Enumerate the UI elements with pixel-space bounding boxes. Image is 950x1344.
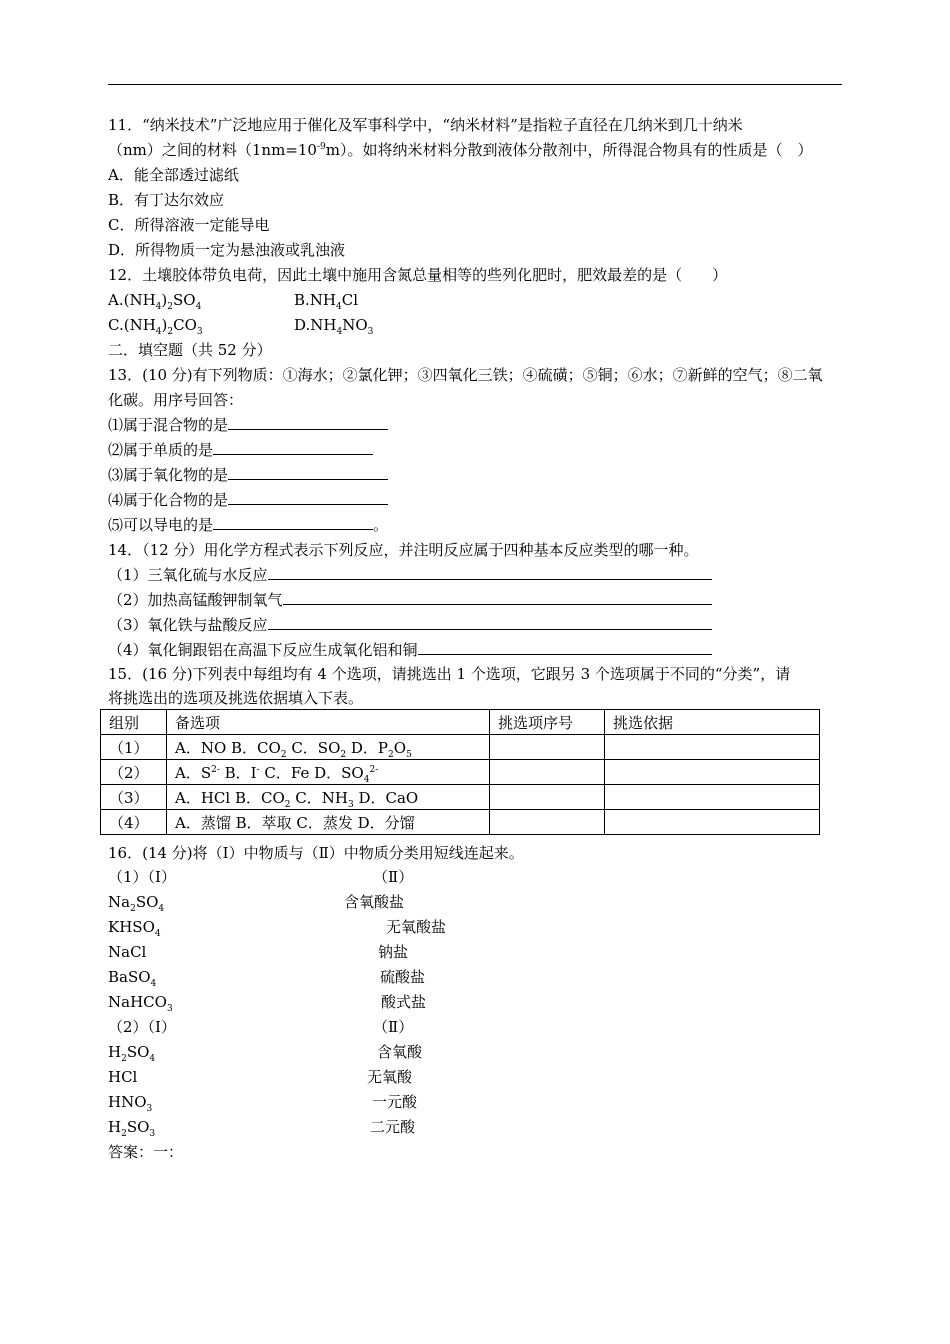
header-basis: 挑选依据: [605, 710, 820, 735]
pick-cell[interactable]: [490, 810, 605, 835]
q11-line2: [108, 140, 812, 160]
basis-cell[interactable]: [605, 760, 820, 785]
q16-part1-substance: $Na_2SO_4$: [108, 893, 165, 914]
section-heading: 二．填空题（共 52 分）: [108, 341, 272, 359]
answer-blank[interactable]: [268, 565, 712, 580]
answer-blank[interactable]: [228, 465, 388, 480]
q14-item-1: （1）三氧化硫与水反应: [108, 565, 712, 585]
q16-part2-category: 无氧酸: [367, 1068, 413, 1086]
basis-cell[interactable]: [605, 785, 820, 810]
q16-part2-category: 含氧酸: [377, 1043, 423, 1061]
q14-item-2: （2）加热高锰酸钾制氧气: [108, 590, 712, 610]
answer-blank[interactable]: [213, 515, 373, 530]
pick-cell[interactable]: [490, 785, 605, 810]
q16-part1-substance: NaHCO$_3$: [108, 993, 173, 1014]
q16-part1-substance: $KHSO_4$: [108, 918, 161, 939]
group-cell: （2）: [101, 760, 167, 785]
q14-stem: 14．（12 分）用化学方程式表示下列反应，并注明反应属于四种基本反应类型的哪一种。: [108, 541, 699, 559]
options-cell: A．蒸馏 B．萃取 C．蒸发 D．分馏: [167, 810, 490, 835]
q12-option-b: $B.NH_4Cl$: [294, 291, 359, 312]
q16-part1-substance: BaSO$_4$: [108, 968, 157, 989]
q16-part2-substance: $H_2SO_3$: [108, 1118, 156, 1139]
q11-option-d: D．所得物质一定为悬浊液或乳浊液: [108, 241, 346, 259]
q13-item-5: ⑸可以导电的是 。: [108, 516, 389, 534]
q12-option-a: $A.(NH_4)_2SO_4$: [108, 291, 202, 312]
q12-stem: 12．土壤胶体带负电荷，因此土壤中施用含氮总量相等的些列化肥时，肥效最差的是（ ）: [108, 266, 728, 284]
q11-line2-a: （nm）之间的材料（1nm=10: [108, 141, 317, 159]
q11-line1: 11．“纳米技术”广泛地应用于催化及军事科学中，“纳米材料”是指粒子直径在几纳米到几十纳米: [108, 116, 743, 134]
q11-line2-b: m）。如将纳米材料分散到液体分散剂中，所得混合物具有的性质是（ ）: [325, 141, 813, 159]
q16-part1-right-header: （Ⅱ）: [373, 868, 414, 886]
answer-blank[interactable]: [213, 440, 373, 455]
q16-part2-category: 一元酸: [372, 1093, 418, 1111]
basis-cell[interactable]: [605, 810, 820, 835]
q13-line2: 化碳。用序号回答：: [108, 391, 244, 409]
header-pick: 挑选项序号: [490, 710, 605, 735]
q11-option-b: B．有丁达尔效应: [108, 191, 225, 209]
q16-part1-category: 硫酸盐: [380, 968, 426, 986]
options-cell: A．$S^{2-}$ B．I- C．Fe D．$SO_4^{2-}$: [167, 760, 490, 785]
answer-blank[interactable]: [268, 615, 712, 630]
q16-part2-left-header: （2）（Ⅰ）: [108, 1018, 176, 1036]
q11-option-a: A．能全部透过滤纸: [108, 166, 239, 184]
q16-part1-left-header: （1）（Ⅰ）: [108, 868, 176, 886]
options-cell: A．HCl B．$CO_2$ C．$NH_3$ D．CaO: [167, 785, 490, 810]
group-cell: （3）: [101, 785, 167, 810]
q16-part1-category: 酸式盐: [381, 993, 427, 1011]
q11-option-c: C．所得溶液一定能导电: [108, 216, 270, 234]
q16-part2-category: 二元酸: [370, 1118, 416, 1136]
table-row: [101, 735, 820, 760]
answer-blank[interactable]: [418, 640, 712, 655]
q14-item-3: （3）氧化铁与盐酸反应: [108, 615, 712, 635]
header-group: 组别: [101, 710, 167, 735]
group-cell: （1）: [101, 735, 167, 760]
q16-part1-category: 钠盐: [378, 943, 409, 961]
pick-cell[interactable]: [490, 735, 605, 760]
group-cell: （4）: [101, 810, 167, 835]
answer-heading: 答案：一：: [108, 1143, 184, 1161]
answer-blank[interactable]: [283, 590, 712, 605]
header-rule: [108, 84, 842, 85]
q13-item-2: ⑵属于单质的是: [108, 440, 373, 460]
q16-part1-category: 含氧酸盐: [344, 893, 405, 911]
table-row: [101, 810, 820, 835]
q13-item-3: ⑶属于氧化物的是: [108, 465, 388, 485]
classification-table: [100, 709, 820, 835]
options-cell: A．NO B．$CO_2$ C．$SO_2$ D．$P_2O_5$: [167, 735, 490, 760]
q13-line1: 13．(10 分)有下列物质：①海水；②氯化钾；③四氧化三铁；④硫磺；⑤铜；⑥水；⑦新鲜的空气；⑧二氧: [108, 366, 823, 384]
basis-cell[interactable]: [605, 735, 820, 760]
q15-line1: 15．(16 分)下列表中每组均有 4 个选项，请挑选出 1 个选项，它跟另 3 个选项属于不同的“分类”，请: [108, 665, 791, 683]
q13-item-1: ⑴属于混合物的是: [108, 415, 388, 435]
q12-option-c: $C.(NH_4)_2CO_3$: [108, 316, 203, 337]
q16-part2-right-header: （Ⅱ）: [373, 1018, 414, 1036]
q16-part2-substance: $HNO_3$: [108, 1093, 153, 1114]
q16-part2-substance: $H_2SO_4$: [108, 1043, 156, 1064]
answer-blank[interactable]: [228, 490, 388, 505]
table-row: [101, 760, 820, 785]
q12-option-d: $D.NH_4NO_3$: [294, 316, 374, 337]
answer-blank[interactable]: [228, 415, 388, 430]
q13-item-4: ⑷属于化合物的是: [108, 490, 388, 510]
q16-part2-substance: HCl: [108, 1068, 138, 1086]
table-row: [101, 785, 820, 810]
q14-item-4: （4）氧化铜跟铝在高温下反应生成氧化铝和铜: [108, 640, 712, 660]
q16-part1-substance: NaCl: [108, 943, 147, 961]
q16-part1-category: 无氧酸盐: [386, 918, 447, 936]
q11-exponent: -9: [316, 142, 326, 152]
header-options: 备选项: [167, 710, 490, 735]
table-header-row: [101, 710, 820, 735]
q15-line2: 将挑选出的选项及挑选依据填入下表。: [108, 689, 364, 707]
q16-stem: 16．(14 分)将（Ⅰ）中物质与（Ⅱ）中物质分类用短线连起来。: [108, 844, 524, 862]
pick-cell[interactable]: [490, 760, 605, 785]
